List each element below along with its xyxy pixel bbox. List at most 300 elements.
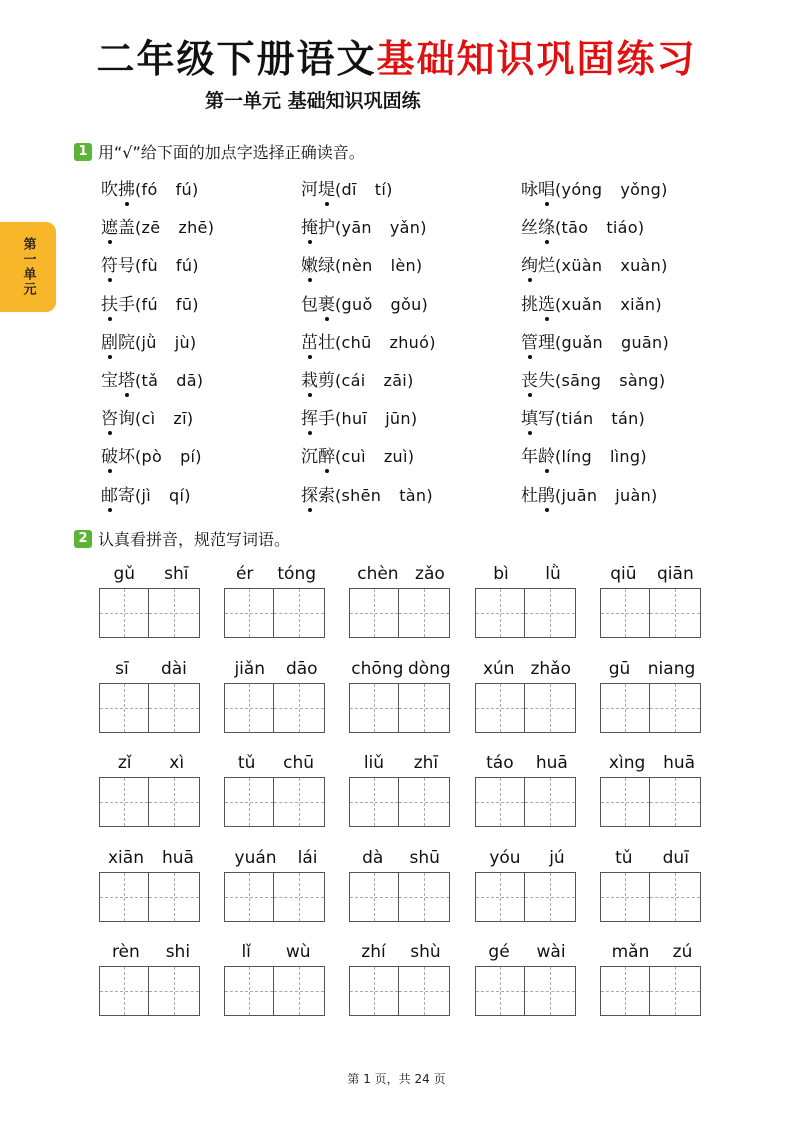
writing-boxes (224, 777, 328, 827)
tian-grid-box[interactable] (149, 966, 200, 1016)
word-char: 绿 (318, 256, 335, 277)
tian-grid-box[interactable] (475, 683, 525, 733)
pinyin-options: (chū zhuó) (335, 332, 436, 352)
word-char: 杜 (521, 485, 538, 506)
pinyin-syllable: yóu (489, 848, 521, 868)
word-choice-item (101, 481, 301, 519)
pinyin-syllable: lái (297, 848, 318, 868)
pinyin-option-1: juān (561, 485, 598, 505)
pinyin-syllable: niang (647, 659, 696, 679)
pinyin-option-2: yǒng (620, 180, 662, 199)
pinyin-option-2: jūn (385, 409, 411, 429)
word-choice-item (521, 290, 721, 328)
word-dotted-char: 绦 (538, 213, 555, 238)
tian-grid-box[interactable] (600, 872, 650, 922)
pinyin-options: (sāng sàng) (555, 370, 666, 390)
pinyin-label (349, 848, 453, 872)
pinyin-label (475, 942, 579, 966)
tian-grid-box[interactable] (224, 777, 274, 827)
word-dotted-char: 选 (538, 290, 555, 315)
tian-grid-box[interactable] (399, 777, 450, 827)
pinyin-options: (cái zāi) (335, 370, 414, 390)
word-char: 理 (538, 332, 555, 353)
pinyin-options: (cuì zuì) (335, 447, 415, 467)
pinyin-options: (jǜ jù) (135, 332, 197, 352)
pinyin-word-block (224, 942, 328, 1016)
pinyin-word-block (600, 848, 704, 922)
word-choice-item (301, 442, 521, 480)
pinyin-option-2: zāi (383, 370, 408, 390)
word-choice-item (521, 366, 721, 404)
pinyin-option-2: zhuó (389, 332, 430, 352)
pinyin-option-2: lèn (390, 256, 416, 276)
writing-boxes (224, 966, 328, 1016)
page-footer: 第 1 页，共 24 页 (347, 1072, 446, 1086)
pinyin-options: (tián tán) (555, 409, 646, 429)
pinyin-options: (nèn lèn) (335, 256, 423, 276)
tian-grid-box[interactable] (149, 777, 200, 827)
pinyin-option-1: chū (341, 332, 372, 352)
pinyin-label (349, 564, 453, 588)
tian-grid-box[interactable] (525, 588, 576, 638)
pinyin-options: (xuǎn xiǎn) (555, 294, 662, 314)
pinyin-syllable: xìng (608, 753, 646, 773)
pinyin-syllable: dāo (285, 659, 318, 679)
pinyin-syllable: liǔ (363, 753, 385, 773)
tian-grid-box[interactable] (399, 966, 450, 1016)
pinyin-option-2: tàn (399, 485, 427, 505)
word-char: 索 (318, 485, 335, 506)
word-choice-item (101, 290, 301, 328)
pinyin-option-1: guǎn (561, 332, 603, 352)
pinyin-word-block (600, 659, 704, 733)
writing-boxes (475, 966, 579, 1016)
pinyin-label (99, 848, 203, 872)
tian-grid-box[interactable] (224, 683, 274, 733)
pinyin-syllable: xiān (108, 848, 144, 868)
word-dotted-char: 破 (101, 442, 118, 467)
pinyin-syllable: zhī (413, 753, 439, 773)
writing-boxes (349, 683, 453, 733)
writing-boxes (224, 872, 328, 922)
writing-boxes (600, 966, 704, 1016)
pinyin-word-block (475, 753, 579, 827)
unit-side-tab-label: 第一单元 (20, 237, 36, 297)
tian-grid-box[interactable] (349, 683, 399, 733)
word-dotted-char: 邮 (101, 481, 118, 506)
pinyin-word-block (224, 564, 328, 638)
pinyin-syllable: huā (162, 848, 194, 868)
writing-boxes (99, 777, 203, 827)
pinyin-options: (fú fū) (135, 294, 199, 314)
word-choice-item (301, 404, 521, 442)
pinyin-syllable: zǐ (117, 753, 132, 773)
pinyin-syllable: zǎo (415, 564, 445, 584)
tian-grid-box[interactable] (149, 872, 200, 922)
pinyin-label (475, 753, 579, 777)
pinyin-syllable: lǜ (545, 564, 561, 584)
writing-boxes (600, 683, 704, 733)
tian-grid-box[interactable] (99, 966, 149, 1016)
tian-grid-box[interactable] (525, 683, 576, 733)
tian-grid-box[interactable] (475, 966, 525, 1016)
tian-grid-box[interactable] (349, 966, 399, 1016)
pinyin-label (600, 848, 704, 872)
pinyin-syllable: mǎn (611, 942, 650, 962)
pinyin-syllable: sī (115, 659, 129, 679)
tian-grid-box[interactable] (274, 872, 325, 922)
word-dotted-char: 塔 (118, 366, 135, 391)
pinyin-word-block (475, 848, 579, 922)
pinyin-options: (guǎn guān) (555, 332, 669, 352)
pinyin-label (600, 659, 704, 683)
word-choice-item (101, 442, 301, 480)
pinyin-label (99, 942, 203, 966)
title-black: 二年级下册语文 (96, 36, 377, 81)
word-dotted-char: 堤 (318, 175, 335, 200)
tian-grid-box[interactable] (650, 683, 701, 733)
section1-header (74, 140, 365, 163)
pinyin-option-2: guān (621, 332, 663, 352)
pinyin-syllable: ér (235, 564, 254, 584)
pinyin-option-2: xiǎn (620, 294, 656, 314)
word-dotted-char: 醉 (318, 442, 335, 467)
pinyin-syllable: zhí (361, 942, 386, 962)
tian-grid-box[interactable] (224, 588, 274, 638)
word-choice-item (301, 175, 521, 213)
pinyin-label (600, 753, 704, 777)
word-dotted-char: 拂 (118, 175, 135, 200)
writing-boxes (99, 683, 203, 733)
pinyin-label (475, 848, 579, 872)
pinyin-syllable: bì (493, 564, 509, 584)
section1-number-badge: 1 (74, 143, 92, 161)
pinyin-label (475, 564, 579, 588)
pinyin-options: (zē zhē) (135, 218, 215, 238)
tian-grid-box[interactable] (650, 872, 701, 922)
pinyin-syllable: gū (608, 659, 631, 679)
pinyin-option-2: zuì (383, 447, 408, 467)
pinyin-label (600, 564, 704, 588)
word-char: 盖 (118, 218, 135, 239)
pinyin-syllable: huā (535, 753, 568, 773)
word-dotted-char: 嫩 (301, 251, 318, 276)
pinyin-label (600, 942, 704, 966)
pinyin-options: (cì zī) (135, 409, 194, 429)
tian-grid-box[interactable] (399, 683, 450, 733)
pinyin-option-1: jǜ (141, 332, 157, 352)
pinyin-syllable: huā (663, 753, 696, 773)
tian-grid-box[interactable] (224, 966, 274, 1016)
tian-grid-box[interactable] (99, 683, 149, 733)
tian-grid-box[interactable] (475, 588, 525, 638)
tian-grid-box[interactable] (274, 777, 325, 827)
section2-number-badge: 2 (74, 530, 92, 548)
pinyin-word-block (99, 659, 203, 733)
pinyin-option-1: yóng (561, 180, 603, 199)
pinyin-option-1: fó (141, 180, 158, 199)
tian-grid-box[interactable] (600, 777, 650, 827)
pinyin-syllable: tǔ (237, 753, 256, 773)
word-char: 剪 (318, 370, 335, 391)
pinyin-option-1: tián (561, 409, 594, 429)
word-char: 失 (538, 370, 555, 391)
word-char: 手 (118, 294, 135, 315)
tian-grid-box[interactable] (525, 966, 576, 1016)
pinyin-label (224, 942, 328, 966)
word-dotted-char: 符 (101, 251, 118, 276)
pinyin-option-2: jù (174, 332, 190, 352)
pinyin-word-block (600, 564, 704, 638)
word-choice-item (101, 366, 301, 404)
pinyin-label (475, 659, 579, 683)
pinyin-option-2: tí (374, 180, 387, 199)
pinyin-syllable: chōng (351, 659, 404, 679)
writing-boxes (99, 966, 203, 1016)
word-dotted-char: 遮 (101, 213, 118, 238)
pinyin-syllable: zhǎo (530, 659, 572, 679)
word-char: 号 (118, 256, 135, 277)
writing-boxes (349, 872, 453, 922)
pinyin-option-2: fú (175, 256, 193, 276)
word-choice-item (521, 442, 721, 480)
tian-grid-box[interactable] (274, 966, 325, 1016)
pinyin-syllable: táo (486, 753, 514, 773)
word-char: 挑 (521, 294, 538, 315)
pinyin-syllable: zú (672, 942, 693, 962)
pinyin-syllable: shù (410, 942, 441, 962)
word-choice-item (101, 251, 301, 289)
pinyin-word-block (349, 753, 453, 827)
pinyin-word-block (349, 942, 453, 1016)
word-choice-item (101, 404, 301, 442)
word-choice-item (521, 404, 721, 442)
pinyin-syllable: shi (165, 942, 191, 962)
word-char: 壮 (318, 332, 335, 353)
word-dotted-char: 探 (301, 481, 318, 506)
pinyin-syllable: shū (409, 848, 440, 868)
pinyin-option-2: pí (180, 447, 196, 467)
pinyin-option-1: sāng (561, 370, 602, 390)
word-char: 沉 (301, 447, 318, 468)
pinyin-word-block (99, 942, 203, 1016)
tian-grid-box[interactable] (600, 588, 650, 638)
pinyin-option-1: cái (341, 370, 366, 390)
tian-grid-box[interactable] (99, 872, 149, 922)
word-choice-item (521, 213, 721, 251)
tian-grid-box[interactable] (349, 588, 399, 638)
writing-boxes (349, 966, 453, 1016)
writing-boxes (600, 777, 704, 827)
pinyin-syllable: tǔ (615, 848, 633, 868)
tian-grid-box[interactable] (650, 966, 701, 1016)
section2-instruction: 认真看拼音，规范写词语。 (98, 530, 291, 549)
word-dotted-char: 管 (521, 328, 538, 353)
tian-grid-box[interactable] (274, 683, 325, 733)
word-dotted-char: 填 (521, 404, 538, 429)
tian-grid-box[interactable] (349, 777, 399, 827)
word-char: 院 (118, 332, 135, 353)
pinyin-options: (tǎ dā) (135, 370, 204, 390)
word-dotted-char: 龄 (538, 442, 555, 467)
pinyin-option-1: xuǎn (561, 294, 603, 314)
section1-instruction: 用“√”给下面的加点字选择正确读音。 (98, 143, 365, 162)
tian-grid-box[interactable] (149, 588, 200, 638)
tian-grid-box[interactable] (274, 588, 325, 638)
pinyin-syllable: shī (164, 564, 189, 584)
tian-grid-box[interactable] (99, 777, 149, 827)
word-char: 宝 (101, 370, 118, 391)
pinyin-option-1: cì (141, 409, 156, 429)
pinyin-word-block (99, 564, 203, 638)
pinyin-word-block (349, 659, 453, 733)
tian-grid-box[interactable] (650, 777, 701, 827)
pinyin-options: (dī tí) (335, 180, 393, 199)
word-choice-item (101, 328, 301, 366)
writing-boxes (475, 588, 579, 638)
word-choice-item (301, 328, 521, 366)
pronunciation-choice-grid (101, 175, 721, 519)
pinyin-options: (shēn tàn) (335, 485, 433, 505)
word-dotted-char: 裹 (318, 290, 335, 315)
word-choice-item (521, 481, 721, 519)
pinyin-word-block (99, 753, 203, 827)
writing-boxes (600, 588, 704, 638)
section2-header (74, 527, 290, 550)
tian-grid-box[interactable] (475, 777, 525, 827)
pinyin-option-1: nèn (341, 256, 373, 276)
title-red: 基础知识巩固练习 (376, 36, 697, 81)
writing-boxes (349, 588, 453, 638)
tian-grid-box[interactable] (399, 588, 450, 638)
word-choice-item (301, 481, 521, 519)
pinyin-option-2: lìng (609, 447, 641, 467)
pinyin-option-2: fū (175, 294, 193, 314)
word-char: 烂 (538, 256, 555, 277)
pinyin-options: (líng lìng) (555, 447, 647, 467)
word-char: 丝 (521, 218, 538, 239)
word-dotted-char: 茁 (301, 328, 318, 353)
word-choice-item (301, 213, 521, 251)
pinyin-syllable: gé (488, 942, 510, 962)
word-dotted-char: 掩 (301, 213, 318, 238)
pinyin-word-block (600, 753, 704, 827)
tian-grid-box[interactable] (525, 777, 576, 827)
pinyin-syllable: chèn (357, 564, 399, 584)
word-dotted-char: 剧 (101, 328, 118, 353)
pinyin-option-2: tiáo (606, 218, 638, 238)
tian-grid-box[interactable] (149, 683, 200, 733)
pinyin-syllable: dài (160, 659, 187, 679)
writing-boxes (475, 872, 579, 922)
pinyin-word-block (224, 659, 328, 733)
pinyin-label (224, 564, 328, 588)
pinyin-option-2: juàn (615, 485, 652, 505)
pinyin-options: (huī jūn) (335, 409, 418, 429)
tian-grid-box[interactable] (600, 683, 650, 733)
pinyin-label (349, 659, 453, 683)
pinyin-option-1: xüàn (561, 256, 603, 276)
pinyin-options: (guǒ gǒu) (335, 294, 429, 314)
pinyin-option-1: guǒ (341, 294, 373, 314)
tian-grid-box[interactable] (600, 966, 650, 1016)
tian-grid-box[interactable] (650, 588, 701, 638)
pinyin-syllable: xún (482, 659, 515, 679)
writing-boxes (475, 777, 579, 827)
pinyin-syllable: wù (285, 942, 311, 962)
pinyin-options: (xüàn xuàn) (555, 256, 668, 276)
word-char: 手 (318, 409, 335, 430)
word-char: 咏 (521, 180, 538, 200)
tian-grid-box[interactable] (399, 872, 450, 922)
writing-boxes (99, 872, 203, 922)
writing-boxes (224, 683, 328, 733)
pinyin-options: (yóng yǒng) (555, 180, 668, 199)
pinyin-option-1: líng (561, 447, 592, 467)
word-char: 包 (301, 294, 318, 315)
word-dotted-char: 栽 (301, 366, 318, 391)
pinyin-label (224, 659, 328, 683)
pinyin-option-1: zē (141, 218, 161, 238)
pinyin-option-1: dī (341, 180, 357, 199)
word-dotted-char: 扶 (101, 290, 118, 315)
pinyin-label (224, 848, 328, 872)
tian-grid-box[interactable] (525, 872, 576, 922)
unit-side-tab (0, 222, 56, 312)
pinyin-option-1: fú (141, 294, 158, 314)
pinyin-option-1: cuì (341, 447, 366, 467)
word-dotted-char: 丧 (521, 366, 538, 391)
word-dotted-char: 咨 (101, 404, 118, 429)
pinyin-option-1: tāo (561, 218, 589, 238)
word-choice-item (301, 366, 521, 404)
word-choice-item (301, 290, 521, 328)
pinyin-options: (yān yǎn) (335, 218, 427, 238)
tian-grid-box[interactable] (349, 872, 399, 922)
pinyin-option-2: yǎn (389, 218, 421, 238)
pinyin-options: (fó fú) (135, 180, 199, 199)
word-choice-item (301, 251, 521, 289)
pinyin-syllable: yuán (234, 848, 277, 868)
pinyin-options: (jì qí) (135, 485, 191, 505)
pinyin-option-2: xuàn (620, 256, 662, 276)
pinyin-word-block (475, 564, 579, 638)
tian-grid-box[interactable] (99, 588, 149, 638)
pinyin-option-2: gǒu (390, 294, 422, 314)
pinyin-syllable: chū (283, 753, 315, 773)
word-choice-item (521, 251, 721, 289)
pinyin-syllable: qiān (657, 564, 694, 584)
pinyin-option-1: fù (141, 256, 158, 276)
pinyin-syllable: jú (549, 848, 565, 868)
pinyin-option-1: shēn (341, 485, 382, 505)
pinyin-word-block (475, 942, 579, 1016)
word-dotted-char: 挥 (301, 404, 318, 429)
pinyin-option-1: jì (141, 485, 152, 505)
writing-boxes (99, 588, 203, 638)
pinyin-options: (tāo tiáo) (555, 218, 645, 238)
pinyin-options: (fù fú) (135, 256, 199, 276)
word-char: 询 (118, 409, 135, 430)
word-choice-item (101, 175, 301, 213)
page-title (0, 28, 793, 83)
pinyin-option-2: sàng (619, 370, 659, 390)
pinyin-word-block (475, 659, 579, 733)
tian-grid-box[interactable] (224, 872, 274, 922)
pinyin-label (349, 942, 453, 966)
tian-grid-box[interactable] (475, 872, 525, 922)
word-choice-item (521, 175, 721, 213)
